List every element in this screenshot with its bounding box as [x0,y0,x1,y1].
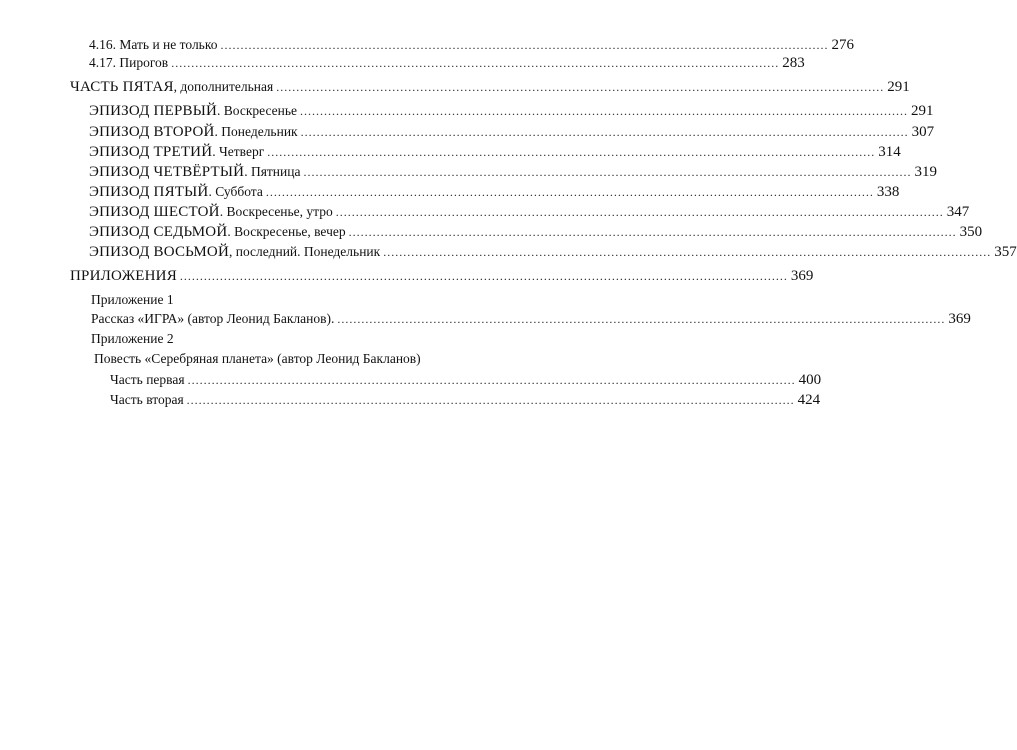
appendix-label: Приложение 1 [91,292,174,307]
toc-entry-subtitle: , последний. Понедельник [229,244,381,259]
toc-entry-caps: ЭПИЗОД ШЕСТОЙ [89,204,220,220]
toc-entry-caps: ЭПИЗОД ПЯТЫЙ [89,184,209,200]
dot-leader: ........................................................................................................................................................ [187,373,796,387]
toc-entry-page: 400 [798,372,822,388]
toc-entry-page: 291 [887,79,910,95]
dot-leader: ........................................................................................................................................................ [335,205,944,219]
toc-entry-caps: ЧАСТЬ ПЯТАЯ [70,79,174,95]
dot-leader: ........................................................................................................................................................ [337,312,946,326]
toc-entry-title: Рассказ «ИГРА» (автор Леонид Бакланов). [91,311,335,326]
toc-entry-caps: ЭПИЗОД ВОСЬМОЙ [89,244,229,260]
toc-entry-title: Повесть «Серебряная планета» (автор Леонид Бакланов) [94,351,421,366]
toc-episode [89,142,901,162]
dot-leader: ........................................................................................................................................................ [303,165,912,179]
dot-leader: ........................................................................................................................................................ [300,104,909,118]
dot-leader: ........................................................................................................................................................ [276,80,885,94]
toc-entry-subtitle: . Четверг [212,144,265,159]
toc-entry-page: 424 [797,392,821,408]
toc-episode [89,122,935,142]
toc-entry-caps: ЭПИЗОД ЧЕТВЁРТЫЙ [89,164,245,180]
toc-entry-title: 4.16. Мать и не только [89,37,218,52]
dot-leader: ........................................................................................................................................................ [267,145,876,159]
toc-entry-page: 357 [994,244,1017,260]
toc-entry-subtitle: . Воскресенье [217,103,298,118]
toc-entry-page: 347 [946,204,970,220]
toc-entry-caps: ЭПИЗОД ПЕРВЫЙ [89,103,218,119]
toc-entry-subtitle: . Понедельник [214,124,298,139]
toc-entry-page: 291 [911,103,934,119]
toc-episode [89,101,934,121]
toc-entry-page: 283 [782,55,805,71]
toc-episode [89,202,970,222]
toc-entry [110,370,822,390]
dot-leader: ........................................................................................................................................................ [265,185,874,199]
toc-episode [89,222,983,242]
toc-entry-title: Часть первая [110,372,185,387]
toc-entry-title: 4.17. Пирогов [89,55,169,70]
toc-entry-caps: ПРИЛОЖЕНИЯ [70,268,177,284]
toc-entry-caps: ЭПИЗОД СЕДЬМОЙ [89,224,228,240]
dot-leader: ........................................................................................................................................................ [186,393,795,407]
toc-entry-page: 319 [914,164,937,180]
dot-leader: ........................................................................................................................................................ [171,56,780,70]
toc-entry-page: 276 [831,37,854,53]
toc-entry [89,53,805,73]
toc-entry-caps: ЭПИЗОД ТРЕТИЙ [89,144,213,160]
appendix-label: Приложение 2 [91,331,174,346]
toc-episode [89,162,937,182]
toc-entry [110,390,821,410]
toc-entry-subtitle: . Воскресенье, вечер [227,224,346,239]
dot-leader: ........................................................................................................................................................ [300,125,909,139]
toc-entry-subtitle: , дополнительная [173,79,274,94]
toc-part-heading [70,77,910,97]
toc-entry-page: 338 [876,184,900,200]
dot-leader: ........................................................................................................................................................ [179,269,788,283]
dot-leader: ........................................................................................................................................................ [220,38,829,52]
dot-leader: ........................................................................................................................................................ [383,245,992,259]
toc-entry-page: 314 [878,144,901,160]
toc-entry [89,35,854,55]
toc-entry-subtitle: . Воскресенье, утро [219,204,333,219]
toc-entry-caps: ЭПИЗОД ВТОРОЙ [89,124,215,140]
toc-entry-page: 369 [790,268,814,284]
toc-entry-page: 369 [948,311,971,327]
toc-entry-title: Часть вторая [110,392,184,407]
toc-entry-page: 307 [911,124,935,140]
toc-entry-page: 350 [959,224,983,240]
toc-entry-subtitle: . Суббота [208,184,263,199]
toc-episode [89,182,900,202]
dot-leader: ........................................................................................................................................................ [348,225,957,239]
toc-entry [91,309,971,329]
toc-entry-subtitle: . Пятница [244,164,301,179]
toc-episode [89,242,1017,262]
toc-appendices-heading [70,266,814,286]
